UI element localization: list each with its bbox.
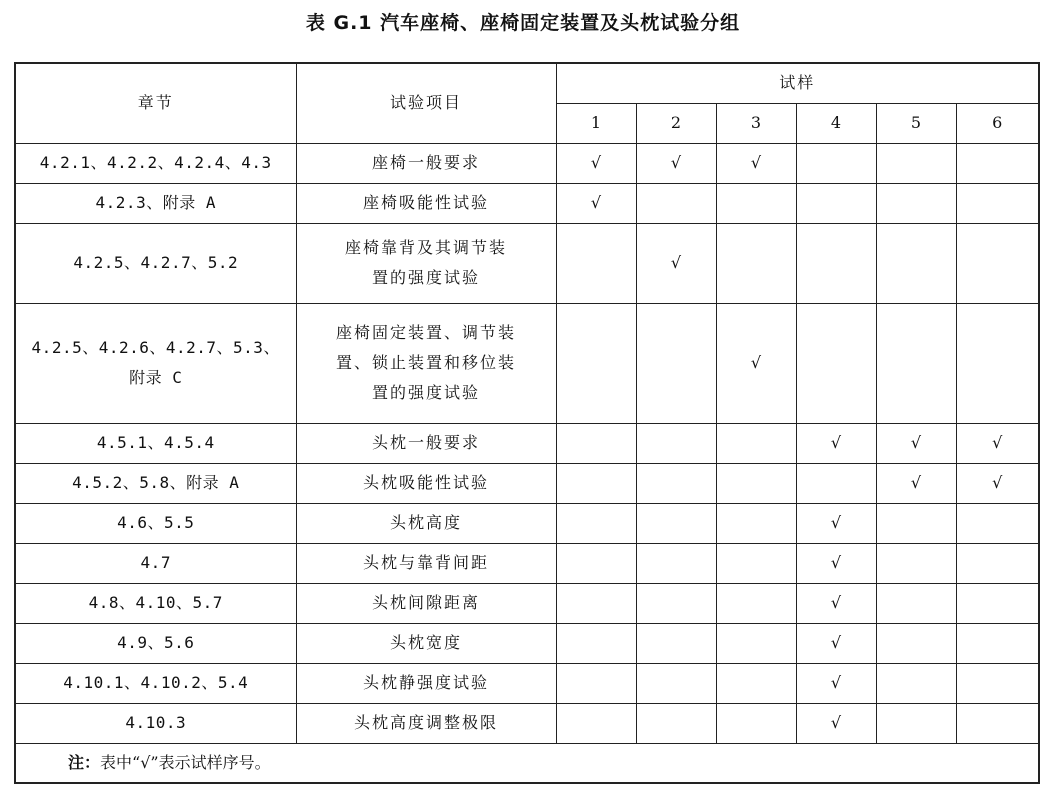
test-item-line: 头枕吸能性试验 [362, 473, 489, 492]
section-line: 4.10.3 [125, 713, 187, 732]
table-row [15, 303, 1039, 423]
test-item-line: 置的强度试验 [371, 268, 480, 287]
section-line: 4.2.5、4.2.6、4.2.7、5.3、 [31, 338, 280, 357]
sample-2-check [636, 303, 716, 423]
test-item-cell [296, 583, 556, 623]
header-sample-1: 1 [556, 103, 636, 143]
sample-6-check [956, 583, 1039, 623]
sample-4-check: √ [796, 663, 876, 703]
sample-5-check [876, 583, 956, 623]
test-item-line: 头枕高度 [389, 513, 462, 532]
sample-2-check [636, 703, 716, 743]
section-cell [15, 503, 296, 543]
section-line: 4.9、5.6 [117, 633, 195, 652]
test-item-line: 头枕静强度试验 [362, 673, 489, 692]
table-row [15, 543, 1039, 583]
sample-5-check: √ [876, 463, 956, 503]
sample-1-check [556, 703, 636, 743]
sample-3-check [716, 543, 796, 583]
sample-6-check [956, 143, 1039, 183]
sample-1-check [556, 423, 636, 463]
sample-4-check: √ [796, 703, 876, 743]
table-row [15, 503, 1039, 543]
header-sample-4: 4 [796, 103, 876, 143]
sample-3-check [716, 623, 796, 663]
section-cell [15, 583, 296, 623]
table-row [15, 703, 1039, 743]
sample-5-check [876, 303, 956, 423]
sample-6-check [956, 223, 1039, 303]
section-line: 4.2.3、附录 A [95, 193, 216, 212]
table-title: 表 G.1 汽车座椅、座椅固定装置及头枕试验分组 [305, 12, 741, 34]
section-line: 4.7 [140, 553, 171, 572]
sample-3-check [716, 503, 796, 543]
test-item-cell [296, 703, 556, 743]
test-item-cell [296, 503, 556, 543]
sample-4-check: √ [796, 543, 876, 583]
sample-5-check [876, 503, 956, 543]
table-row [15, 423, 1039, 463]
sample-3-check: √ [716, 143, 796, 183]
test-item-cell [296, 143, 556, 183]
table-row [15, 463, 1039, 503]
sample-3-check [716, 583, 796, 623]
header-sample-3: 3 [716, 103, 796, 143]
header-test-item: 试验项目 [296, 63, 556, 143]
section-cell [15, 703, 296, 743]
test-item-cell [296, 303, 556, 423]
sample-5-check [876, 623, 956, 663]
sample-2-check [636, 583, 716, 623]
header-sample-5: 5 [876, 103, 956, 143]
sample-2-check [636, 503, 716, 543]
test-item-cell [296, 423, 556, 463]
section-line: 附录 C [129, 368, 183, 387]
section-line: 4.8、4.10、5.7 [88, 593, 223, 612]
sample-6-check [956, 663, 1039, 703]
sample-1-check [556, 503, 636, 543]
section-cell [15, 303, 296, 423]
sample-2-check [636, 183, 716, 223]
test-item-cell [296, 223, 556, 303]
sample-2-check [636, 543, 716, 583]
table-row [15, 583, 1039, 623]
section-line: 4.6、5.5 [117, 513, 195, 532]
table-row [15, 143, 1039, 183]
section-line: 4.5.2、5.8、附录 A [72, 473, 240, 492]
sample-6-check: √ [956, 423, 1039, 463]
section-cell [15, 543, 296, 583]
sample-1-check [556, 583, 636, 623]
test-item-cell [296, 663, 556, 703]
sample-4-check [796, 463, 876, 503]
sample-5-check [876, 223, 956, 303]
sample-3-check [716, 703, 796, 743]
test-item-line: 头枕间隙距离 [371, 593, 480, 612]
test-item-cell [296, 183, 556, 223]
section-cell [15, 223, 296, 303]
sample-3-check [716, 423, 796, 463]
sample-1-check [556, 623, 636, 663]
sample-6-check [956, 543, 1039, 583]
sample-2-check: √ [636, 223, 716, 303]
header-section: 章节 [15, 63, 296, 143]
section-line: 4.5.1、4.5.4 [96, 433, 215, 452]
sample-6-check [956, 183, 1039, 223]
test-item-line: 头枕与靠背间距 [362, 553, 489, 572]
section-cell [15, 423, 296, 463]
sample-1-check: √ [556, 143, 636, 183]
section-cell [15, 183, 296, 223]
table-row [15, 183, 1039, 223]
test-item-line: 置的强度试验 [371, 383, 480, 402]
sample-1-check: √ [556, 183, 636, 223]
section-line: 4.2.5、4.2.7、5.2 [73, 253, 239, 272]
sample-4-check: √ [796, 623, 876, 663]
table-row [15, 623, 1039, 663]
note-label: 注： [68, 752, 101, 772]
test-item-cell [296, 623, 556, 663]
section-cell [15, 143, 296, 183]
sample-6-check [956, 303, 1039, 423]
sample-1-check [556, 303, 636, 423]
sample-1-check [556, 223, 636, 303]
sample-3-check [716, 663, 796, 703]
sample-4-check [796, 223, 876, 303]
test-item-cell [296, 543, 556, 583]
sample-2-check: √ [636, 143, 716, 183]
test-item-line: 座椅固定装置、调节装 [335, 323, 516, 342]
sample-3-check [716, 183, 796, 223]
sample-1-check [556, 543, 636, 583]
test-item-line: 置、锁止装置和移位装 [335, 353, 516, 372]
sample-4-check: √ [796, 423, 876, 463]
sample-5-check [876, 543, 956, 583]
sample-5-check [876, 183, 956, 223]
test-item-cell [296, 463, 556, 503]
section-cell [15, 663, 296, 703]
test-item-line: 头枕高度调整极限 [353, 713, 498, 732]
sample-2-check [636, 623, 716, 663]
test-group-table [14, 62, 1040, 784]
header-sample-6: 6 [956, 103, 1039, 143]
sample-1-check [556, 463, 636, 503]
table-note [15, 743, 1039, 783]
sample-4-check: √ [796, 583, 876, 623]
sample-5-check [876, 663, 956, 703]
note-text: 表中“√”表示试样序号。 [100, 752, 271, 772]
sample-6-check: √ [956, 463, 1039, 503]
table-row [15, 663, 1039, 703]
sample-1-check [556, 663, 636, 703]
sample-2-check [636, 663, 716, 703]
section-line: 4.10.1、4.10.2、5.4 [63, 673, 249, 692]
sample-4-check [796, 143, 876, 183]
header-sample: 试样 [556, 63, 1039, 103]
sample-3-check [716, 463, 796, 503]
sample-5-check [876, 143, 956, 183]
section-cell [15, 463, 296, 503]
table-row [15, 223, 1039, 303]
test-item-line: 头枕宽度 [389, 633, 462, 652]
test-item-line: 头枕一般要求 [371, 433, 480, 452]
sample-4-check [796, 183, 876, 223]
sample-6-check [956, 623, 1039, 663]
sample-3-check: √ [716, 303, 796, 423]
sample-4-check: √ [796, 503, 876, 543]
test-item-line: 座椅靠背及其调节装 [344, 238, 507, 257]
test-item-line: 座椅吸能性试验 [362, 193, 489, 212]
sample-6-check [956, 703, 1039, 743]
header-sample-2: 2 [636, 103, 716, 143]
sample-2-check [636, 423, 716, 463]
section-line: 4.2.1、4.2.2、4.2.4、4.3 [39, 153, 272, 172]
section-cell [15, 623, 296, 663]
sample-4-check [796, 303, 876, 423]
sample-2-check [636, 463, 716, 503]
sample-5-check: √ [876, 423, 956, 463]
sample-3-check [716, 223, 796, 303]
sample-6-check [956, 503, 1039, 543]
sample-5-check [876, 703, 956, 743]
test-item-line: 座椅一般要求 [371, 153, 480, 172]
